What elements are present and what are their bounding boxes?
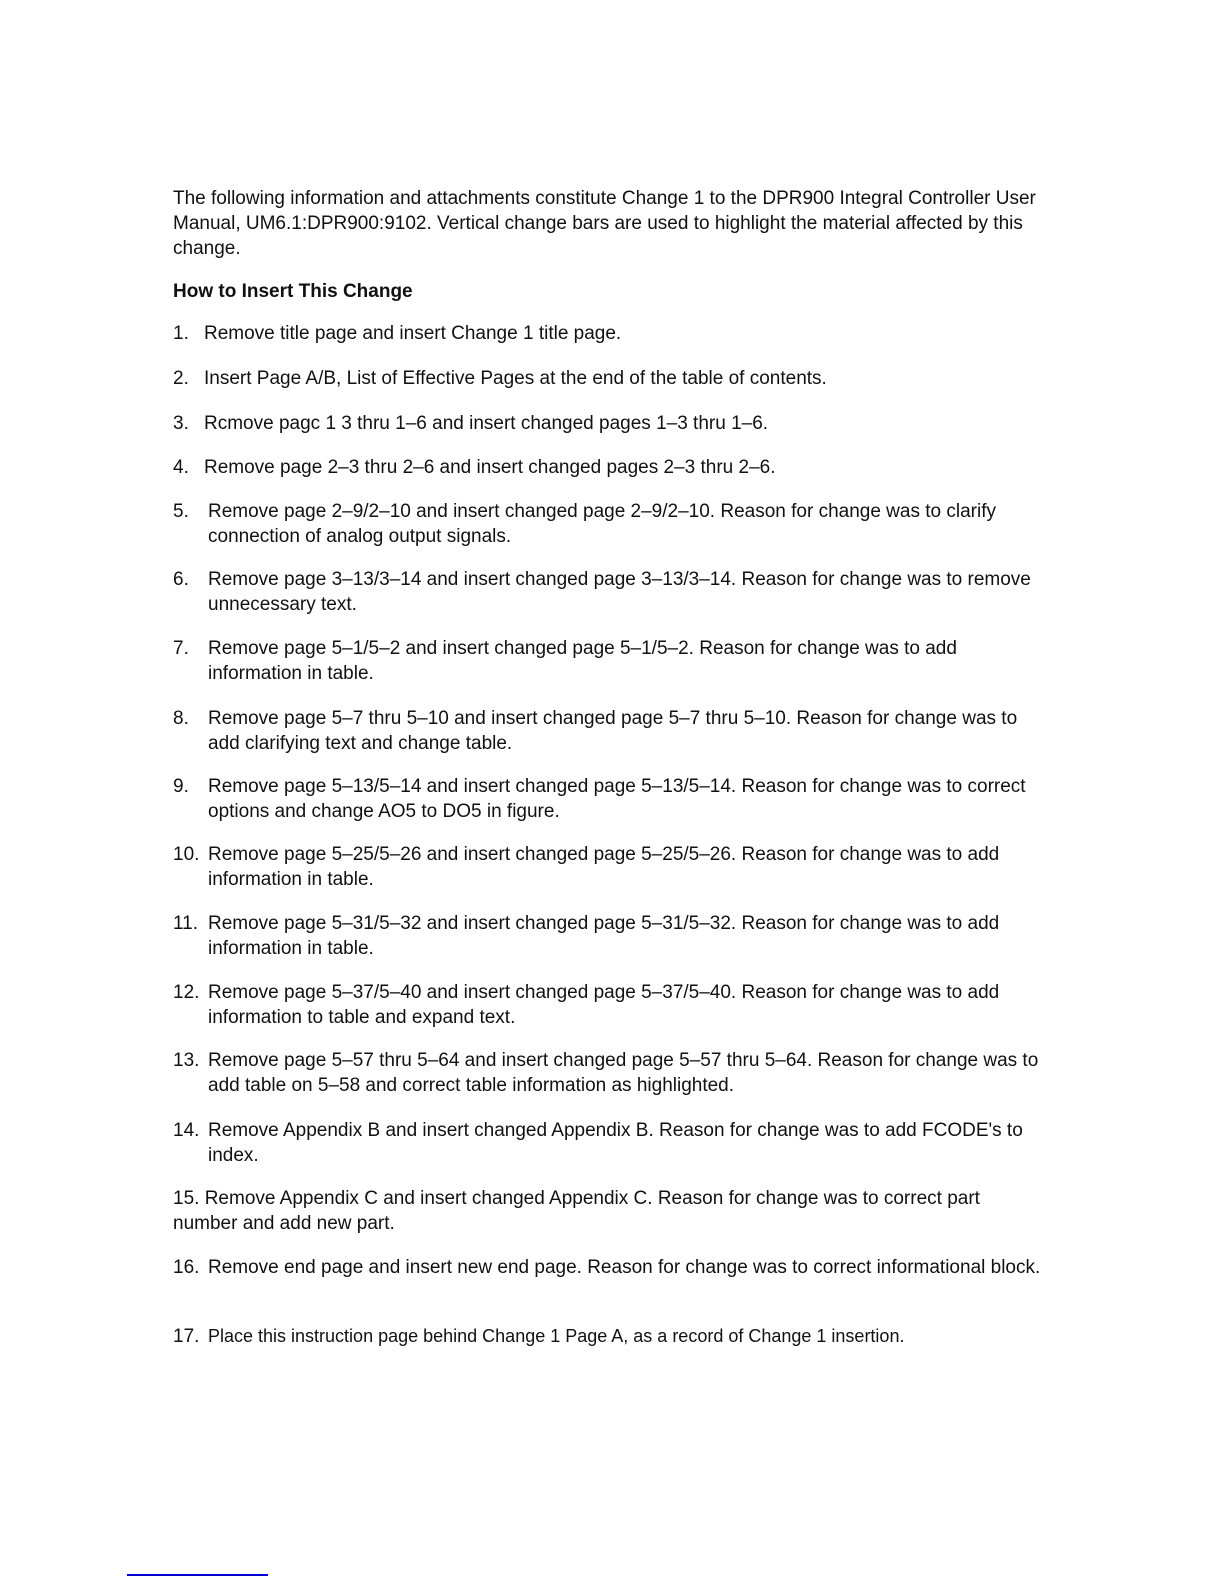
list-item [173,1118,1043,1168]
section-heading: How to Insert This Change [173,281,413,302]
item-number: 14. [173,1120,200,1141]
item-number: 5. [173,501,189,522]
list-item [173,411,1043,436]
item-number: 1. [173,323,189,344]
item-number: 17. [173,1326,200,1347]
list-item [173,499,1043,549]
item-text: Remove page 5–57 thru 5–64 and insert changed page 5–57 thru 5–64. Reason for change was to add table on 5–58 and correct table information as highlighted. [208,1050,1039,1096]
item-number: 4. [173,457,189,478]
item-text: Remove page 5–25/5–26 and insert changed page 5–25/5–26. Reason for change was to add information in table. [208,844,1000,890]
list-item [173,567,1043,617]
item-text: Place this instruction page behind Change 1 Page A, as a record of Change 1 insertion. [208,1326,905,1346]
item-number: 11. [173,913,199,934]
item-number: 6. [173,569,189,590]
list-item [173,980,1043,1030]
list-item [173,1048,1043,1098]
item-text: Insert Page A/B, List of Effective Pages at the end of the table of contents. [204,368,827,389]
list-item [173,774,1043,824]
item-text: Remove page 5–31/5–32 and insert changed page 5–31/5–32. Reason for change was to add information in table. [208,913,1000,959]
item-number: 16. [173,1257,200,1278]
item-number: 3. [173,413,189,434]
list-item [173,1186,1043,1236]
list-item [173,1255,1043,1280]
item-text: Remove page 5–37/5–40 and insert changed page 5–37/5–40. Reason for change was to add information to table and expand text. [208,982,1000,1028]
item-text: Remove page 5–7 thru 5–10 and insert changed page 5–7 thru 5–10. Reason for change was to add clarifying text and change table. [208,708,1018,754]
item-number: 13. [173,1050,200,1071]
item-number: 2. [173,368,189,389]
list-item [173,842,1043,892]
item-number: 9. [173,776,189,797]
list-item [173,321,1043,346]
item-text: Remove Appendix B and insert changed Appendix B. Reason for change was to add FCODE's to index. [208,1120,1023,1166]
item-number: 7. [173,638,189,659]
item-text: Remove page 5–1/5–2 and insert changed page 5–1/5–2. Reason for change was to add information in table. [208,638,957,684]
list-item [173,455,1043,480]
list-item [173,911,1043,961]
item-number: 8. [173,708,189,729]
item-number: 15. [173,1188,200,1209]
list-item [173,706,1043,756]
list-item [173,366,1043,391]
item-text: Remove page 2–3 thru 2–6 and insert changed pages 2–3 thru 2–6. [204,457,776,478]
item-number: 10. [173,844,200,865]
item-text: Remove page 3–13/3–14 and insert changed page 3–13/3–14. Reason for change was to remove unnecessary text. [208,569,1031,615]
list-item [173,636,1043,686]
item-number: 12. [173,982,200,1003]
item-text: Remove page 5–13/5–14 and insert changed page 5–13/5–14. Reason for change was to correct options and change AO5 to DO5 in figure. [208,776,1026,822]
item-text: Remove Appendix C and insert changed Appendix C. Reason for change was to correct part number and add new part. [173,1188,980,1234]
item-text: Remove title page and insert Change 1 title page. [204,323,622,344]
item-text: Rcmove pagc 1 3 thru 1–6 and insert changed pages 1–3 thru 1–6. [204,413,769,434]
footer-rule [127,1574,268,1576]
intro-paragraph: The following information and attachments constitute Change 1 to the DPR900 Integral Controller User Manual, UM6.1:DPR900:9102. Vertical change bars are used to highlight the material affected by this change. [173,188,1036,259]
list-item [173,1324,1073,1349]
item-text: Remove end page and insert new end page. Reason for change was to correct informational block. [208,1257,1041,1278]
item-text: Remove page 2–9/2–10 and insert changed page 2–9/2–10. Reason for change was to clarify connection of analog output signals. [208,501,996,547]
